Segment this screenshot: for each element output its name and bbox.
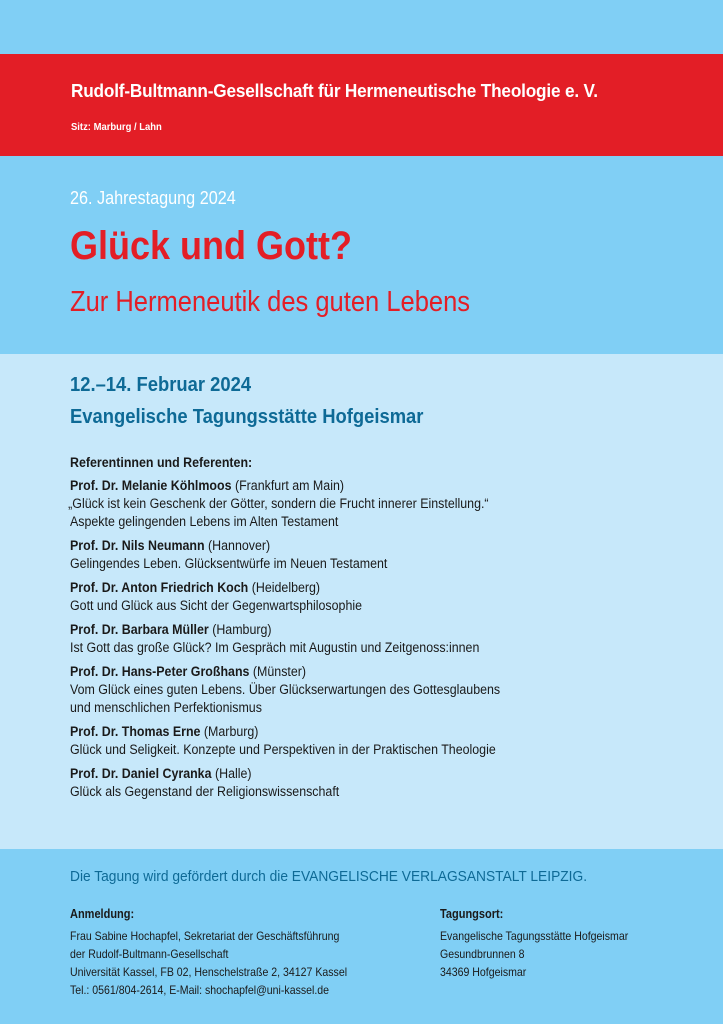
speaker-place: (Halle) <box>214 766 252 781</box>
registration-contact: Tel.: 0561/804-2614, E-Mail: shochapfel@uni-kassel.de <box>70 983 330 997</box>
location-info <box>440 905 628 981</box>
speaker-place: (Münster) <box>252 664 307 679</box>
speaker-item <box>70 765 622 801</box>
talk-title: Gelingendes Leben. Glücksentwürfe im Neuen Testament <box>70 556 388 571</box>
location-street: Gesundbrunnen 8 <box>440 947 525 961</box>
registration-info <box>70 905 347 999</box>
speaker-place: (Hamburg) <box>212 622 272 637</box>
location-heading: Tagungsort: <box>440 907 504 921</box>
organization-seat: Sitz: Marburg / Lahn <box>71 121 162 133</box>
location-city: 34369 Hofgeismar <box>440 965 527 979</box>
speaker-place: (Heidelberg) <box>251 580 321 595</box>
registration-line: der Rudolf-Bultmann-Gesellschaft <box>70 947 229 961</box>
talk-title-line2: Aspekte gelingenden Lebens im Alten Testament <box>70 514 339 529</box>
speaker-item <box>70 579 622 615</box>
speaker-name: Prof. Dr. Nils Neumann <box>70 538 205 553</box>
speaker-name: Prof. Dr. Barbara Müller <box>70 622 209 637</box>
speaker-item <box>70 477 622 531</box>
speaker-place: (Hannover) <box>208 538 271 553</box>
speaker-name: Prof. Dr. Melanie Köhlmoos <box>70 478 232 493</box>
organization-header <box>0 54 723 156</box>
program-section <box>0 354 723 849</box>
footer-section <box>0 849 723 1024</box>
title-section <box>0 156 723 354</box>
speaker-item <box>70 621 622 657</box>
event-venue: Evangelische Tagungsstätte Hofgeismar <box>70 406 424 428</box>
registration-line: Frau Sabine Hochapfel, Sekretariat der Geschäftsführung <box>70 929 340 943</box>
speaker-item <box>70 723 622 759</box>
speaker-item <box>70 663 622 717</box>
page-title: Glück und Gott? <box>70 224 352 268</box>
talk-title: „Glück ist kein Geschenk der Götter, sondern die Frucht innerer Einstellung.“ <box>68 496 489 511</box>
talk-title: Gott und Glück aus Sicht der Gegenwartsphilosophie <box>70 598 363 613</box>
talk-title: Vom Glück eines guten Lebens. Über Glückserwartungen des Gottesglaubens <box>70 682 501 697</box>
registration-address: Universität Kassel, FB 02, Henschelstraße 2, 34127 Kassel <box>70 965 348 979</box>
talk-title: Glück als Gegenstand der Religionswissenschaft <box>70 784 340 799</box>
speakers-heading: Referentinnen und Referenten: <box>70 455 253 470</box>
speaker-name: Prof. Dr. Thomas Erne <box>70 724 201 739</box>
speaker-place: (Marburg) <box>203 724 259 739</box>
speaker-name: Prof. Dr. Anton Friedrich Koch <box>70 580 249 595</box>
location-name: Evangelische Tagungsstätte Hofgeismar <box>440 929 629 943</box>
annual-meeting-label: 26. Jahrestagung 2024 <box>70 188 236 208</box>
speaker-item <box>70 537 622 573</box>
speaker-list <box>70 454 670 807</box>
organization-name: Rudolf-Bultmann-Gesellschaft für Hermeneutische Theologie e. V. <box>71 80 598 101</box>
speaker-name: Prof. Dr. Daniel Cyranka <box>70 766 212 781</box>
page-subtitle: Zur Hermeneutik des guten Lebens <box>70 286 471 318</box>
registration-heading: Anmeldung: <box>70 907 135 921</box>
talk-title-line2: und menschlichen Perfektionismus <box>70 700 262 715</box>
talk-title: Ist Gott das große Glück? Im Gespräch mit Augustin und Zeitgenoss:innen <box>70 640 480 655</box>
talk-title: Glück und Seligkeit. Konzepte und Perspektiven in der Praktischen Theologie <box>70 742 496 757</box>
top-blue-band <box>0 0 723 54</box>
speaker-name: Prof. Dr. Hans-Peter Großhans <box>70 664 250 679</box>
speaker-place: (Frankfurt am Main) <box>234 478 345 493</box>
sponsor-note: Die Tagung wird gefördert durch die EVANGELISCHE VERLAGSANSTALT LEIPZIG. <box>70 869 588 885</box>
event-date: 12.–14. Februar 2024 <box>70 374 252 396</box>
